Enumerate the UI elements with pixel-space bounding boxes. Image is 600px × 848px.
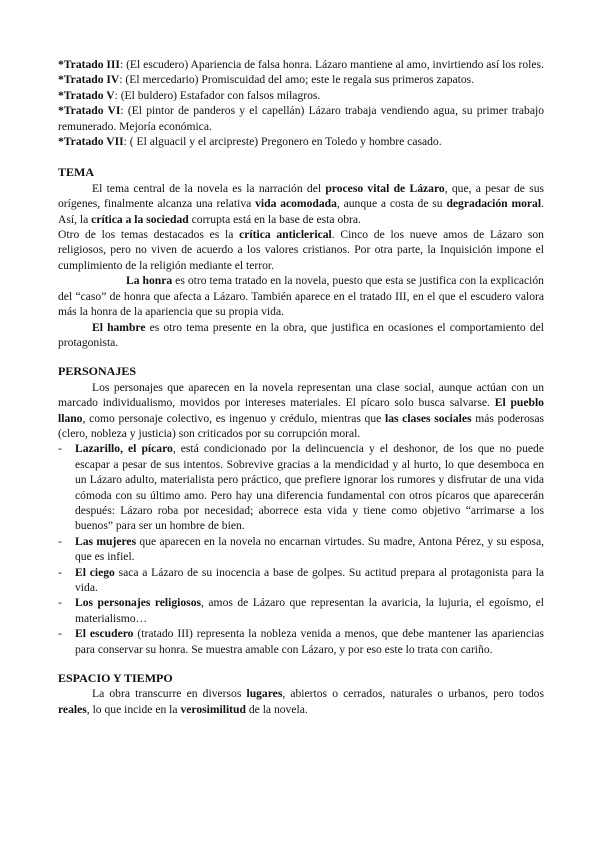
tratado-iii: *Tratado III: (El escudero) Apariencia de falsa honra. Lázaro mantiene al amo, invirtiendo así los roles. <box>58 58 544 71</box>
personajes-list <box>58 441 544 657</box>
document-page <box>58 57 544 717</box>
list-item: - Las mujeres que aparecen en la novela no encarnan virtudes. Su madre, Antona Pérez, y su esposa, que es infiel. <box>58 534 544 564</box>
list-item: - Los personajes religiosos, amos de Lázaro que representan la avaricia, la lujuria, el egoísmo, el materialismo… <box>58 596 545 625</box>
tema-paragraph-4: El hambre es otro tema presente en la obra, que justifica en ocasiones el comportamiento del protagonista. <box>58 320 544 349</box>
tema-paragraph-2: Otro de los temas destacados es la crítica anticlerical. Cinco de los nueve amos de Lázaro son religiosos, pero no viven de acuerdo a los valores cristianos. Por otra parte, la Inquisición impone el cumplimiento de la religión mediante el terror. <box>58 228 544 272</box>
list-item: - El escudero (tratado III) representa la nobleza venida a menos, que debe mantener las apariencias para conservar su honra. Se muestra amable con Lázaro, y por eso este lo trata con cariño. <box>58 627 544 656</box>
tratado-vii: *Tratado VII: ( El alguacil y el arcipreste) Pregonero en Toledo y hombre casado. <box>58 135 442 149</box>
tema-heading: TEMA <box>58 165 94 180</box>
list-item: - Lazarillo, el pícaro, está condicionado por la delincuencia y el deshonor, de los que no puede escapar a pesar de sus intentos. Sobrevive gracias a la mendicidad y al hurto, lo que desemboca en un Lázaro adulto, materialista pero práctico, que prefiere ignorar los rumores y disfrutar de una vida cómoda con su último amo. Pero hay una diferencia fundamental con otros pícaros que aparecerán después: Lázaro roba por necesidad; aborrece esta vida y tiene como objetivo “arrimarse a los buenos” para ser un hombre de bien. <box>58 442 544 533</box>
personajes-intro: Los personajes que aparecen en la novela representan una clase social, aunque actúan con un marcado individualismo, movidos por intereses materiales. El pícaro solo busca salvarse. El pueblo llano, como personaje colectivo, es ingenuo y crédulo, mientras que las clases sociales más poderosas (clero, nobleza y justicia) son criticados por su corrupción moral. <box>58 380 544 440</box>
list-item: - El ciego saca a Lázaro de su inocencia a base de golpes. Su actitud prepara al protagonista para la vida. <box>58 565 544 594</box>
personajes-heading: PERSONAJES <box>58 364 137 379</box>
tema-paragraph-1: El tema central de la novela es la narración del proceso vital de Lázaro, que, a pesar de sus orígenes, finalmente alcanza una relativa vida acomodada, aunque a costa de su degradación moral. Así, la crítica a la sociedad corrupta está en la base de esta obra. <box>58 181 544 226</box>
tema-paragraph-3: La honra es otro tema tratado en la novela, puesto que esta se justifica con la explicación del “caso” de honra que afecta a Lázaro. También aparece en el tratado III, en el que el escudero valora más la honra de la apariencia que su propia vida. <box>58 274 544 319</box>
tratados-list <box>58 57 544 149</box>
tratado-vi: *Tratado VI: (El pintor de panderos y el capellán) Lázaro trabaja vendiendo agua, su primer trabajo remunerado. Mejoría económica. <box>58 104 544 133</box>
tratado-v: *Tratado V: (El buldero) Estafador con falsos milagros. <box>58 88 321 102</box>
espacio-paragraph: La obra transcurre en diversos lugares, abiertos o cerrados, naturales o urbanos, pero todos reales, lo que incide en la verosimilitud de la novela. <box>58 687 544 716</box>
tratado-iv: *Tratado IV: (El mercedario) Promiscuidad del amo; este le regala sus primeros zapatos. <box>58 73 475 87</box>
espacio-heading: ESPACIO Y TIEMPO <box>58 671 173 686</box>
